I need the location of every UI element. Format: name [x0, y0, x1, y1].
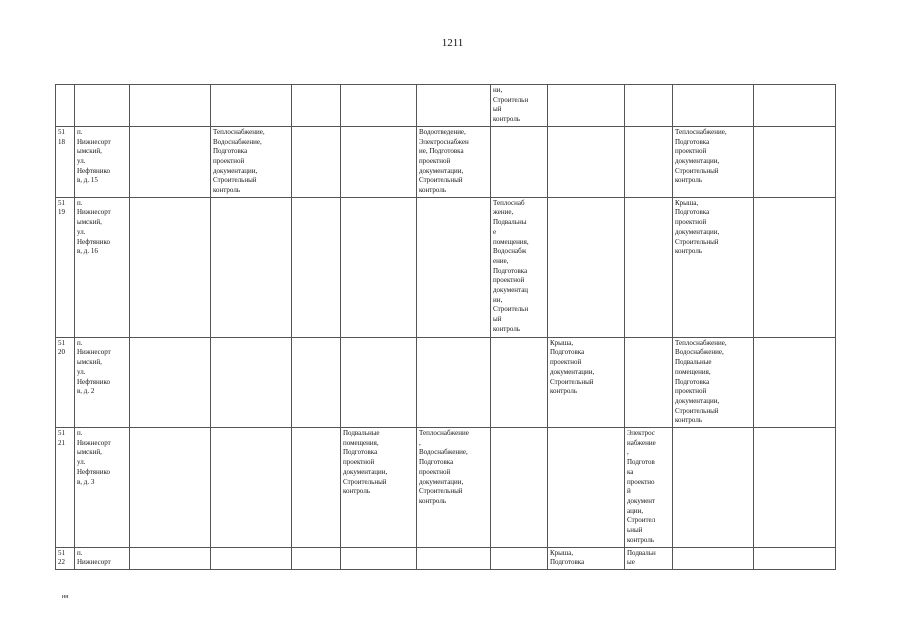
- table-cell: [754, 428, 836, 547]
- row-number-cell: 51 21: [56, 428, 75, 547]
- table-cell: Теплоснабжение , Водоснабжение, Подготовка проектной документации, Строительный контроль: [417, 428, 491, 547]
- table-cell: [341, 547, 417, 569]
- table-cell: [754, 337, 836, 427]
- row-number-cell: 51 18: [56, 126, 75, 197]
- table-cell: [548, 126, 625, 197]
- table-row: [56, 547, 836, 569]
- table-cell: [341, 337, 417, 427]
- table-cell: [417, 85, 491, 127]
- table-cell: [754, 197, 836, 337]
- table-cell: [130, 85, 211, 127]
- row-number-cell: 51 22: [56, 547, 75, 569]
- address-cell: п. Нижнесорт ымский, ул. Нефтянико в, д. 3: [75, 428, 130, 547]
- table-cell: [130, 428, 211, 547]
- table-cell: [341, 85, 417, 127]
- table-cell: [417, 337, 491, 427]
- page-number: 1211: [441, 37, 464, 49]
- table-cell: [211, 547, 292, 569]
- table-cell: [211, 337, 292, 427]
- table-cell: [548, 197, 625, 337]
- address-cell: п. Нижнесорт ымский, ул. Нефтянико в, д. 15: [75, 126, 130, 197]
- table-cell: Подвальные помещения, Подготовка проектной документации, Строительный контроль: [341, 428, 417, 547]
- address-cell: п. Нижнесорт ымский, ул. Нефтянико в, д. 2: [75, 337, 130, 427]
- footer-mark: нн: [62, 594, 69, 600]
- table-cell: [548, 85, 625, 127]
- table-cell: [292, 547, 341, 569]
- table-cell: [292, 85, 341, 127]
- table-cell: Крыша, Подготовка: [548, 547, 625, 569]
- table-cell: [292, 197, 341, 337]
- table-cell: [673, 428, 754, 547]
- table-cell: [754, 85, 836, 127]
- table-cell: Водоотведение, Электроснабжен ие, Подготовка проектной документации, Строительный контроль: [417, 126, 491, 197]
- table-cell: Электрос набжение , Подготов ка проектно й документ ации, Строител ьный контроль: [625, 428, 673, 547]
- table-cell: [754, 126, 836, 197]
- table-cell: [673, 547, 754, 569]
- address-cell: [75, 85, 130, 127]
- table-cell: [130, 197, 211, 337]
- table-cell: [491, 337, 548, 427]
- table-cell: [417, 547, 491, 569]
- table-cell: [625, 85, 673, 127]
- table-cell: Подвальн ые: [625, 547, 673, 569]
- table-cell: [130, 126, 211, 197]
- table-cell: Теплоснабжение, Водоснабжение, Подвальные помещения, Подготовка проектной документации, Строительный контроль: [673, 337, 754, 427]
- table-row: [56, 428, 836, 547]
- table-row: [56, 126, 836, 197]
- table-cell: [491, 428, 548, 547]
- table-cell: [130, 337, 211, 427]
- table-cell: [130, 547, 211, 569]
- work-schedule-table: [55, 84, 836, 570]
- table-cell: [417, 197, 491, 337]
- table-cell: [673, 85, 754, 127]
- row-number-cell: 51 20: [56, 337, 75, 427]
- table-row: [56, 197, 836, 337]
- table-cell: [292, 337, 341, 427]
- table-cell: [548, 428, 625, 547]
- address-cell: п. Нижнесорт ымский, ул. Нефтянико в, д. 16: [75, 197, 130, 337]
- table-cell: [754, 547, 836, 569]
- table-cell: ни, Строительн ый контроль: [491, 85, 548, 127]
- table-cell: [211, 428, 292, 547]
- table-row: [56, 337, 836, 427]
- table-cell: [625, 337, 673, 427]
- table-cell: [625, 197, 673, 337]
- table-cell: [491, 126, 548, 197]
- table-cell: [211, 85, 292, 127]
- table-cell: [491, 547, 548, 569]
- table-cell: [341, 126, 417, 197]
- row-number-cell: 51 19: [56, 197, 75, 337]
- address-cell: п. Нижнесорт: [75, 547, 130, 569]
- table-cell: [292, 428, 341, 547]
- table-cell: [292, 126, 341, 197]
- table-cell: Крыша, Подготовка проектной документации, Строительный контроль: [673, 197, 754, 337]
- table-cell: [341, 197, 417, 337]
- table-cell: [211, 197, 292, 337]
- table-cell: Теплоснабжение, Водоснабжение, Подготовка проектной документации, Строительный контроль: [211, 126, 292, 197]
- row-number-cell: [56, 85, 75, 127]
- table-cell: Крыша, Подготовка проектной документации, Строительный контроль: [548, 337, 625, 427]
- table-cell: Теплоснаб жение, Подвальны е помещения, Водоснабж ение, Подготовка проектной документац ии, Строительн ый контроль: [491, 197, 548, 337]
- table-cell: Теплоснабжение, Подготовка проектной документации, Строительный контроль: [673, 126, 754, 197]
- table-cell: [625, 126, 673, 197]
- table-row: [56, 85, 836, 127]
